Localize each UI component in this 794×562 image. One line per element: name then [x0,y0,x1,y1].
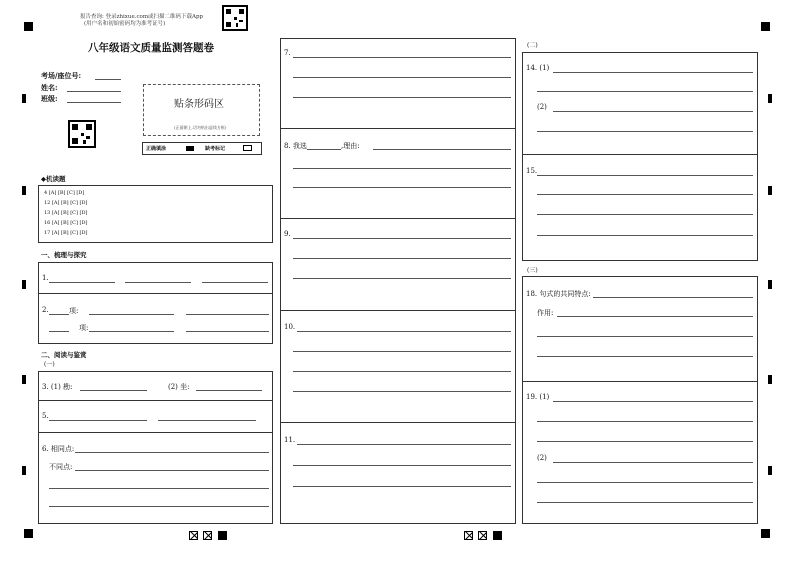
answer-line[interactable] [293,486,511,487]
answer-line[interactable] [297,444,511,445]
page-marker-crossed-box [478,531,487,540]
q3-label: 3. (1) 勘: [42,383,73,391]
answer-line[interactable] [293,168,511,169]
answer-line[interactable] [537,502,753,503]
answer-line[interactable] [49,331,69,332]
section2-heading: 二、阅读与鉴赏 [41,351,87,359]
q6b-label: 不同点: [49,463,73,471]
q2-label: 2. [42,306,49,314]
q2-box [38,293,273,344]
q10-label: 10. [284,323,296,331]
page-marker-crossed-box [203,531,212,540]
q11-box [280,422,516,524]
timing-mark [22,375,26,384]
objective-row[interactable]: 12 [A] [B] [C] [D] [44,200,88,206]
q2-suffix-b: 项: [79,324,89,332]
q8-label: 8. 我选 [284,142,307,150]
timing-mark [22,186,26,195]
q14-box [522,52,758,155]
q14b-label: (2) [537,103,547,111]
corner-mark-br [761,529,770,538]
answer-line[interactable] [293,278,511,279]
q1-label: 1. [42,274,49,282]
timing-mark [768,466,772,475]
answer-line[interactable] [293,391,511,392]
subsection-2-label: (二) [527,42,538,49]
answer-line[interactable] [49,282,115,283]
section1-heading: 一、梳理与探究 [41,251,87,259]
answer-line[interactable] [293,371,511,372]
objective-box [38,185,273,243]
answer-line[interactable] [293,57,511,58]
answer-line[interactable] [553,462,753,463]
answer-line[interactable] [293,351,511,352]
answer-line[interactable] [537,214,753,215]
seat-label: 考场/座位号: [41,71,82,80]
answer-line[interactable] [537,336,753,337]
q3-box [38,371,273,401]
q19b-label: (2) [537,454,547,462]
answer-line[interactable] [553,72,753,73]
answer-line[interactable] [537,175,753,176]
q18b-label: 作用: [537,309,554,317]
answer-line[interactable] [537,235,753,236]
q6-label: 6. 相同点: [42,445,75,453]
barcode-label: 贴条形码区 [174,99,224,110]
answer-line[interactable] [49,314,69,315]
answer-line[interactable] [293,77,511,78]
answer-line[interactable] [537,482,753,483]
objective-heading: ◆机读题 [41,175,66,183]
objective-row[interactable]: 4 [A] [B] [C] [D] [44,190,85,196]
q19-label: 19. (1) [526,393,550,401]
q3b-label: (2) 坐: [168,383,190,391]
name-label: 姓名: [41,83,58,92]
notice-line-1: 报告查询: 登录zhixue.com或扫描二维码下载App [80,14,204,20]
answer-line[interactable] [537,441,753,442]
seat-input-line[interactable] [95,79,121,80]
fill-legend [142,142,262,155]
absent-label: 缺考标记 [205,146,226,152]
corner-mark-tl [24,22,33,31]
q1-box [38,262,273,294]
q7-label: 7. [284,49,291,57]
answer-line[interactable] [553,111,753,112]
barcode-area [143,84,260,136]
absent-checkbox[interactable] [243,145,252,151]
timing-mark [768,375,772,384]
answer-line[interactable] [557,316,753,317]
answer-line[interactable] [75,452,269,453]
timing-mark [768,94,772,103]
answer-line[interactable] [293,465,511,466]
objective-row[interactable]: 16 [A] [B] [C] [D] [44,220,88,226]
answer-line[interactable] [537,356,753,357]
answer-line[interactable] [537,194,753,195]
q5-label: 5. [42,412,49,420]
q9-box [280,218,516,311]
q18-label: 18. 句式的共同特点: [526,290,591,298]
q8b-label: ,理由: [341,142,360,150]
qr-code-top [222,5,248,31]
q8-box [280,128,516,219]
answer-line[interactable] [196,390,262,391]
q9-label: 9. [284,230,291,238]
subsection-3-label: (三) [527,267,538,274]
q15-label: 15. [526,167,538,175]
q5-box [38,400,273,433]
timing-mark [768,186,772,195]
answer-line[interactable] [593,297,753,298]
page-marker-crossed-box [464,531,473,540]
answer-line[interactable] [373,149,511,150]
q18-box [522,276,758,382]
corner-mark-tr [761,22,770,31]
answer-line[interactable] [125,282,191,283]
answer-line[interactable] [297,331,511,332]
answer-line[interactable] [49,506,269,507]
timing-mark [768,280,772,289]
q19-box [522,381,758,524]
answer-line[interactable] [537,91,753,92]
answer-line[interactable] [186,331,269,332]
answer-line[interactable] [202,282,268,283]
timing-mark [22,466,26,475]
timing-mark [22,280,26,289]
q6-box [38,432,273,524]
q7-box [280,38,516,129]
answer-line[interactable] [293,97,511,98]
answer-line[interactable] [89,331,174,332]
q11-label: 11. [284,436,296,444]
objective-row[interactable]: 17 [A] [B] [C] [D] [44,230,88,236]
objective-row[interactable]: 13 [A] [B] [C] [D] [44,210,88,216]
q10-box [280,310,516,423]
q14-label: 14. (1) [526,64,550,72]
q2-suffix-a: 项: [69,307,79,315]
page-marker-filled-box [493,531,502,540]
corner-mark-bl [24,529,33,538]
barcode-hint: (正面朝上,切勿贴出虚线方框) [174,125,227,130]
q15-box [522,154,758,261]
page-title: 八年级语文质量监测答题卷 [88,42,214,54]
answer-line[interactable] [49,488,269,489]
subsection-1-label: (一) [44,361,55,368]
answer-line[interactable] [293,258,511,259]
timing-mark [22,94,26,103]
answer-line[interactable] [537,131,753,132]
name-input-line[interactable] [67,91,121,92]
answer-line[interactable] [307,149,341,150]
answer-line[interactable] [75,470,269,471]
page-marker-filled-box [218,531,227,540]
qr-code-student [68,120,96,148]
correct-fill-label: 正确填涂 [146,146,167,152]
answer-line[interactable] [158,420,256,421]
answer-line[interactable] [293,187,511,188]
answer-line[interactable] [49,420,147,421]
answer-line[interactable] [186,314,269,315]
notice-line-2: (用户名和初始密码均为准考证号) [84,21,166,27]
class-input-line[interactable] [67,102,121,103]
page-marker-crossed-box [189,531,198,540]
answer-line[interactable] [80,390,147,391]
answer-line[interactable] [537,421,753,422]
answer-line[interactable] [553,401,753,402]
answer-line[interactable] [89,314,174,315]
correct-fill-sample [186,146,194,151]
class-label: 班级: [41,94,58,103]
answer-line[interactable] [293,238,511,239]
